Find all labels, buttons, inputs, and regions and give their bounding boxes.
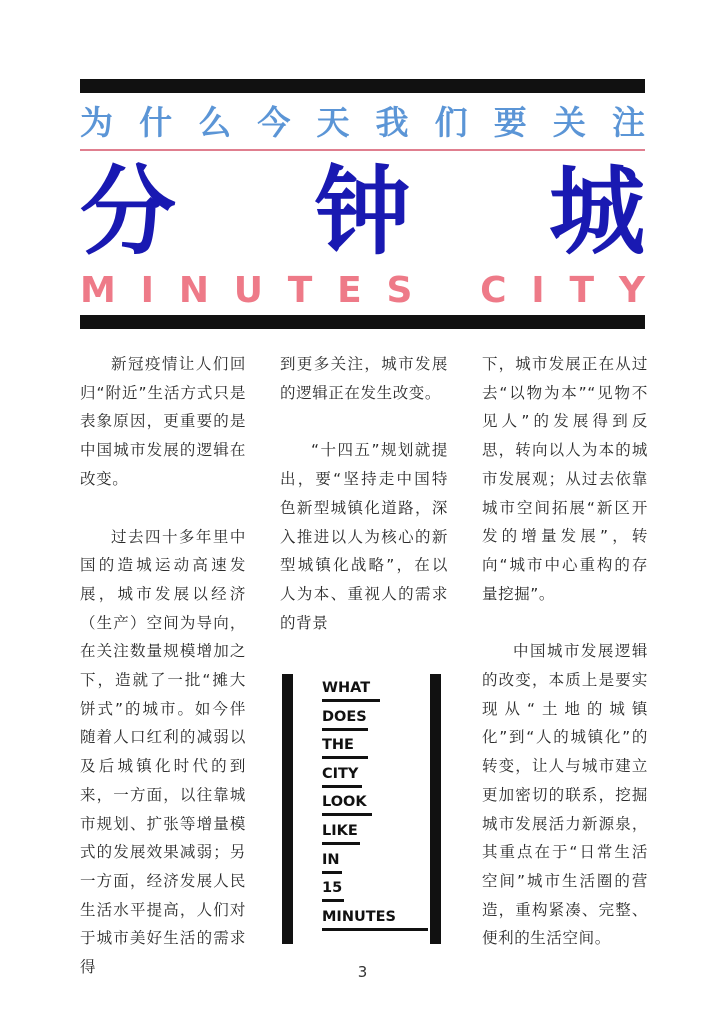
headline <box>80 101 645 145</box>
callout-box <box>282 674 444 944</box>
callout-word: DOES <box>322 709 432 738</box>
en-title-char: E <box>337 270 362 311</box>
callout-word: 15 <box>322 880 432 909</box>
en-title-char: I <box>140 270 155 311</box>
headline-char: 今 <box>257 103 291 142</box>
title-char: 城 <box>549 156 645 268</box>
callout-word: MINUTES <box>322 909 432 938</box>
en-title-char: Y <box>618 270 645 311</box>
headline-char: 天 <box>316 103 350 142</box>
paragraph: 新冠疫情让人们回归“附近”生活方式只是表象原因，更重要的是中国城市发展的逻辑在改变。 <box>80 355 246 488</box>
headline-char: 我 <box>375 103 409 142</box>
headline-char: 么 <box>198 103 232 142</box>
title-char: 分 <box>80 156 176 268</box>
text-column-2 <box>280 350 448 637</box>
paragraph: 过去四十多年里中国的造城运动高速发展，城市发展以经济（生产）空间为导向，在关注数量规模增加之下，造就了一批“摊大饼式”的城市。如今伴随着人口红利的减弱以及后城镇化时代的到来，一方面，以往靠城市规划、扩张等增量模式的发展效果减弱；另一方面，经济发展人民生活水平提高，人们对于城市美好生活的需求得 <box>80 527 246 977</box>
en-title-char: T <box>569 270 595 311</box>
paragraph: “十四五”规划就提出，要“坚持走中国特色新型城镇化道路，深入推进以人为核心的新型城镇化战略”，在以人为本、重视人的需求的背景 <box>280 441 448 632</box>
callout-words <box>322 680 432 937</box>
headline-char: 们 <box>434 103 468 142</box>
en-title-char: N <box>178 270 209 311</box>
paragraph: 中国城市发展逻辑的改变，本质上是要实现从“土地的城镇化”到“人的城镇化”的转变，让人与城市建立更加密切的联系，挖掘城市发展活力新源泉，其重点在于“日常生活空间”城市生活圈的营造，重构紧凑、完整、便利的生活空间。 <box>482 642 648 948</box>
callout-word: IN <box>322 852 432 881</box>
en-title-char: M <box>80 270 116 311</box>
page-number: 3 <box>357 963 368 981</box>
english-title <box>80 268 645 314</box>
en-title-char: I <box>531 270 545 311</box>
text-column-3 <box>482 350 648 953</box>
callout-word: WHAT <box>322 680 432 709</box>
headline-char: 关 <box>552 103 586 142</box>
callout-word: CITY <box>322 766 432 795</box>
callout-left-bar <box>282 674 293 944</box>
top-black-bar <box>80 79 645 93</box>
text-column-1 <box>80 350 246 982</box>
title-char: 钟 <box>314 156 411 268</box>
headline-char: 注 <box>611 103 645 142</box>
headline-char: 为 <box>80 103 113 142</box>
paragraph: 下，城市发展正在从过去“以物为本”“见物不见人”的发展得到反思，转向以人为本的城市发展观；从过去依靠城市空间拓展“新区开发的增量发展”，转向“城市中心重构的存量挖掘”。 <box>482 355 648 603</box>
callout-word: THE <box>322 737 432 766</box>
callout-word: LIKE <box>322 823 432 852</box>
pink-divider <box>80 149 645 151</box>
page-title <box>80 158 645 266</box>
paragraph: 到更多关注，城市发展的逻辑正在发生改变。 <box>280 355 448 402</box>
headline-char: 要 <box>493 103 527 142</box>
en-title-char: T <box>287 270 313 311</box>
bottom-black-bar <box>80 315 645 329</box>
en-title-char: U <box>233 270 263 311</box>
en-title-char: S <box>386 270 413 311</box>
headline-char: 什 <box>139 103 173 142</box>
en-title-char: C <box>480 270 507 311</box>
callout-word: LOOK <box>322 794 432 823</box>
